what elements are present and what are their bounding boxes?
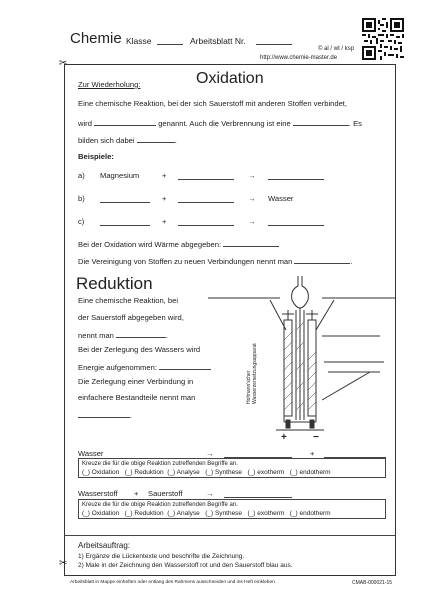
options-instruction: Kreuze die für die obige Reaktion zutreffenden Begriffe an. [82, 502, 238, 508]
scissors-icon: ✂ [59, 58, 68, 69]
task-item-1: 1) Ergänze die Lückentexte und beschrifte die Zeichnung. [78, 553, 245, 560]
answer-blank[interactable] [268, 172, 324, 180]
oxidation-text-line3: bilden sich dabei . [78, 136, 177, 145]
reduktion-line: nennt man . [78, 331, 169, 340]
reduktion-line: Die Zerlegung einer Verbindung in [78, 377, 194, 386]
reaction2-checkbox-options[interactable]: (_) Oxidation (_) Reduktion (_) Analyse (_) Synthese (_) exotherm (_) endotherm [82, 510, 331, 517]
answer-blank[interactable] [223, 239, 279, 247]
answer-blank[interactable] [137, 135, 175, 143]
reaction-arrow-icon: → [206, 449, 214, 458]
example-row: b) + → Wasser [78, 194, 294, 203]
reduktion-line: Bei der Zerlegung des Wassers wird [78, 345, 201, 354]
reaction-arrow-icon: → [206, 489, 214, 498]
hofmann-apparatus-diagram [200, 270, 400, 450]
reaction-arrow-icon: → [248, 171, 256, 180]
reaction1-checkbox-options[interactable]: (_) Oxidation (_) Reduktion (_) Analyse (_) Synthese (_) exotherm (_) endotherm [82, 469, 331, 476]
answer-blank[interactable] [100, 195, 150, 203]
cathode-minus-sign: − [313, 432, 319, 443]
task-title: Arbeitsauftrag: [78, 541, 131, 550]
reduktion-line: Energie aufgenommen: [78, 362, 211, 372]
website-url: http://www.chemie-master.de [260, 55, 338, 61]
reaction2-plus: + [134, 489, 139, 498]
examples-label: Beispiele: [78, 152, 114, 161]
reduktion-title: Reduktion [76, 274, 153, 293]
review-label: Zur Wiederholung: [78, 80, 141, 89]
answer-blank[interactable] [94, 118, 156, 126]
union-text: Die Vereinigung von Stoffen zu neuen Verbindungen nennt man . [78, 257, 353, 266]
options-instruction: Kreuze die für die obige Reaktion zutreffenden Begriffe an. [82, 461, 238, 467]
blatt-label: Arbeitsblatt Nr. [190, 36, 246, 46]
answer-blank[interactable] [100, 218, 150, 226]
answer-blank[interactable] [78, 410, 130, 418]
qr-code [362, 18, 404, 60]
answer-blank[interactable] [324, 450, 386, 458]
subject-title: Chemie [70, 30, 122, 47]
answer-blank[interactable] [224, 450, 292, 458]
blatt-number-field[interactable] [256, 37, 292, 45]
answer-blank[interactable] [178, 172, 234, 180]
reduktion-line: der Sauerstoff abgegeben wird, [78, 313, 184, 322]
reaction2-options-box [78, 499, 386, 519]
footer-code: CMAB-000021-15 [352, 580, 393, 586]
klasse-field[interactable] [157, 37, 183, 45]
answer-blank[interactable] [116, 330, 166, 338]
copyright: © al / wt / ksp [318, 46, 355, 52]
apparatus-label: Hofmann'scher Wasserzersetzungsapparat [246, 343, 258, 404]
reaction2-left: Wasserstoff [78, 489, 118, 498]
reaction1-left: Wasser [78, 449, 104, 458]
oxidation-title: Oxidation [196, 70, 264, 87]
reaction2-right: Sauerstoff [148, 489, 183, 498]
divider [64, 535, 396, 536]
anode-plus-sign: + [281, 432, 287, 443]
task-item-2: 2) Male in der Zeichnung den Wasserstoff rot und den Sauerstoff blau aus. [78, 562, 293, 569]
heat-text: Bei der Oxidation wird Wärme abgegeben: [78, 239, 279, 249]
answer-blank[interactable] [224, 490, 292, 498]
reaction1-plus: + [310, 449, 315, 458]
answer-blank[interactable] [178, 195, 234, 203]
reaction-arrow-icon: → [248, 194, 256, 203]
answer-blank[interactable] [293, 118, 349, 126]
oxidation-text-line2: wird genannt. Auch die Verbrennung ist eine . Es [78, 119, 362, 128]
footer-instruction: Arbeitsblatt in Mappe einheften oder entlang des Rahmens ausschneiden und ins Heft einkleben. [70, 580, 277, 585]
reduktion-line: einfachere Bestandteile nennt man [78, 393, 196, 402]
reduktion-line: Eine chemische Reaktion, bei [78, 296, 179, 305]
example-row: c) + → [78, 218, 398, 228]
scissors-icon: ✂ [59, 558, 68, 569]
oxidation-text-line1: Eine chemische Reaktion, bei der sich Sauerstoff mit anderen Stoffen verbindet, [78, 99, 348, 108]
answer-blank[interactable] [178, 218, 234, 226]
answer-blank[interactable] [294, 256, 350, 264]
reaction-arrow-icon: → [248, 217, 256, 226]
reduktion-line: . [78, 410, 132, 420]
answer-blank[interactable] [268, 218, 324, 226]
klasse-label: Klasse [126, 36, 152, 46]
example-row: a) Magnesium + → [78, 172, 398, 182]
reaction1-options-box [78, 458, 386, 478]
